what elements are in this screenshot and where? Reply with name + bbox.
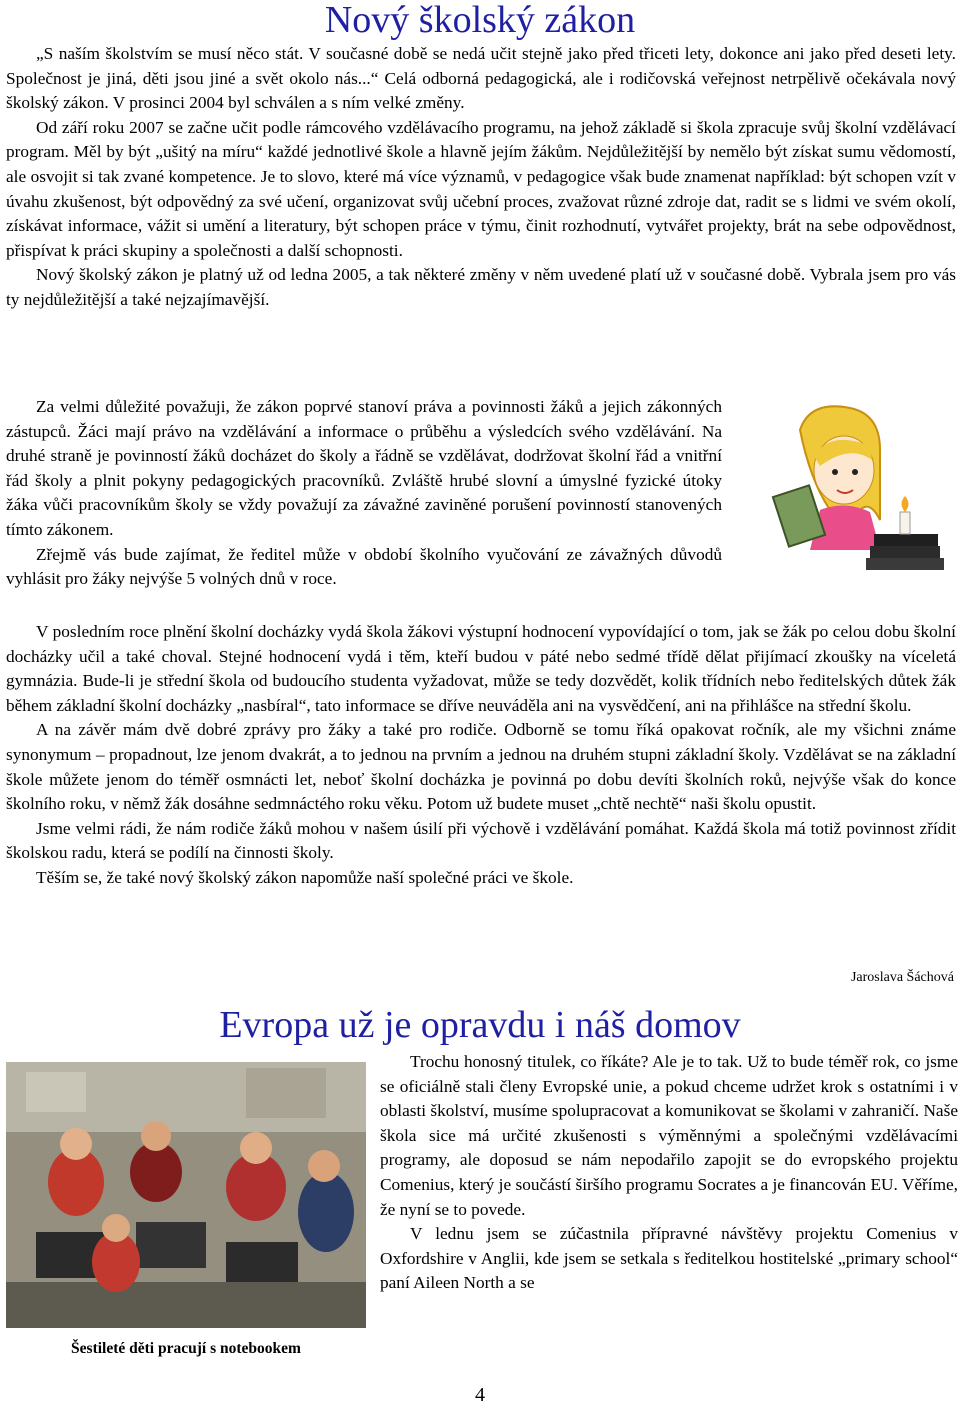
page-number: 4 <box>475 1384 485 1406</box>
paragraph-eu: Trochu honosný titulek, co říkáte? Ale je to tak. Už to bude téměř rok, co jsme se oficiálně stali členy Evropské unie, a pokud chceme udržet krok s ostatními i v oblasti školství, musíme spolupracovat a komunikovat se školami v zahraničí. Naše škola sice má určité zkušenosti s výměnnými a společnými vzdělávacími programy, ale doposud se nám nepodařilo zapojit se do evropského projektu Comenius, který je součástí širšího programu Socrates a je financován EU. Věříme, že nyní se to povede. <box>380 1052 958 1219</box>
paragraph-good-news: A na závěr mám dvě dobré zprávy pro žáky a také pro rodiče. Odborně se tomu říká opakovat ročník, ale my všichni známe synonymum – propadnout, lze jenom dvakrát, a to jednou na prvním a jednou na druhém stupni základní školy. Vzdělávat se na základní škole můžete jenom do téměř osmnácti let, neboť školní docházka je povinná po dobu devíti školních roků, nejvýše však do konce školního roku, v němž žák dosáhne sedmnáctého roku věku. Potom už budete muset „chtě nechtě“ naši školu opustit. <box>6 720 956 814</box>
paragraph-comenius: V lednu jsem se zúčastnila přípravné návštěvy projektu Comenius v Oxfordshire v Anglii, kde jsem se setkala s ředitelkou hostitelské „primary school“ paní Aileen North a se <box>380 1224 958 1293</box>
article2-body <box>380 1050 958 1296</box>
paragraph-parents: Jsme velmi rádi, že nám rodiče žáků mohou v našem úsilí při výchově i vzdělávání pomáhat. Každá škola má totiž povinnost zřídit školskou radu, která se podílí na činnosti školy. <box>6 818 956 863</box>
paragraph-evaluation: V posledním roce plnění školní docházky vydá škola žákovi výstupní hodnocení vypovídající o tom, jak se žák po celou dobu školní docházky učil a také choval. Stejné hodnocení vydá i těm, kteří budou v páté nebo sedmé třídě dělat přijímací zkoušky na víceletá gymnázia. Bude-li je střední škola od budoucího studenta vyžadovat, může se tedy dozvědět, kolik třídních nebo ředitelských důtek žák během základní školní docházky „nasbíral“, tato informace se dříve neuváděla ani na vysvědčení, ani na přihlášce na střední školu. <box>6 622 956 715</box>
article-title-2: Evropa už je opravdu i náš domov <box>219 1004 741 1046</box>
paragraph-rights: Za velmi důležité považuji, že zákon poprvé stanoví práva a povinnosti žáků a jejich zákonných zástupců. Žáci mají právo na vzdělávání a informace o průběhu a výsledcích svého vzdělávání. Na druhé straně je povinností žáků docházet do školy a řádně se vzdělávat, dodržovat školní řád a vnitřní řád školy a plnit pokyny pedagogických pracovníků. Zvláště hrubé slovní a úmyslné fyzické útoky žáka vůči pracovníkům školy se vždy považují za závažné zaviněné porušení povinností stanovených tímto zákonem. <box>6 397 722 539</box>
photo-caption: Šestileté děti pracují s notebookem <box>71 1340 301 1357</box>
author-signature: Jaroslava Šáchová <box>850 970 954 985</box>
article-body-bottom <box>6 620 956 891</box>
article-body-top <box>6 42 956 313</box>
paragraph-framework: Od září roku 2007 se začne učit podle rámcového vzdělávacího programu, na jehož základě si škola zpracuje svůj školní vzdělávací program. Měl by být „ušitý na míru“ každé jednotlivé škole a hlavně jejím žákům. Nejdůležitější by nemělo být získat sumu vědomostí, ale osvojit si tak zvané kompetence. Je to slovo, které má více významů, v pedagogice však bude znamenat například: být schopen vzít v úvahu zkušenost, být odpovědný za své učení, organizovat svůj učební proces, zvažovat různé zdroje dat, radit se s lidmi ve svém okolí, získávat informace, vážit si umění a literatury, být schopen práce v týmu, činit rozhodnutí, vytvářet projekty, brát na sebe odpovědnost, přispívat k práci skupiny a společnosti a další schopnosti. <box>6 117 956 260</box>
girl-reading-illustration <box>740 400 960 578</box>
paragraph-closing: Těším se, že také nový školský zákon napomůže naší společné práci ve škole. <box>36 867 574 887</box>
paragraph-intro: „S naším školstvím se musí něco stát. V současné době se nedá učit stejně jako před třiceti lety, dokonce ani jako před deseti lety. Společnost je jiná, děti jsou jiné a svět okolo nás...“ Celá odborná pedagogická, ale i rodičovská veřejnost netrpělivě očekávala nový školský zákon. V prosinci 2004 byl schválen a s ním velké změny. <box>6 44 956 113</box>
article-body-wrap <box>6 395 722 592</box>
paragraph-valid: Nový školský zákon je platný už od ledna 2005, a tak některé změny v něm uvedené platí už v současné době. Vybrala jsem pro vás ty nejdůležitější a také nejzajímavější. <box>6 265 956 309</box>
article-title: Nový školský zákon <box>324 0 636 41</box>
classroom-photo <box>6 1062 366 1328</box>
paragraph-free-days: Zřejmě vás bude zajímat, že ředitel může v období školního vyučování ze závažných důvodů vyhlásit pro žáky nejvýše 5 volných dnů v roce. <box>6 544 722 589</box>
classroom-photo-image <box>6 1062 366 1328</box>
